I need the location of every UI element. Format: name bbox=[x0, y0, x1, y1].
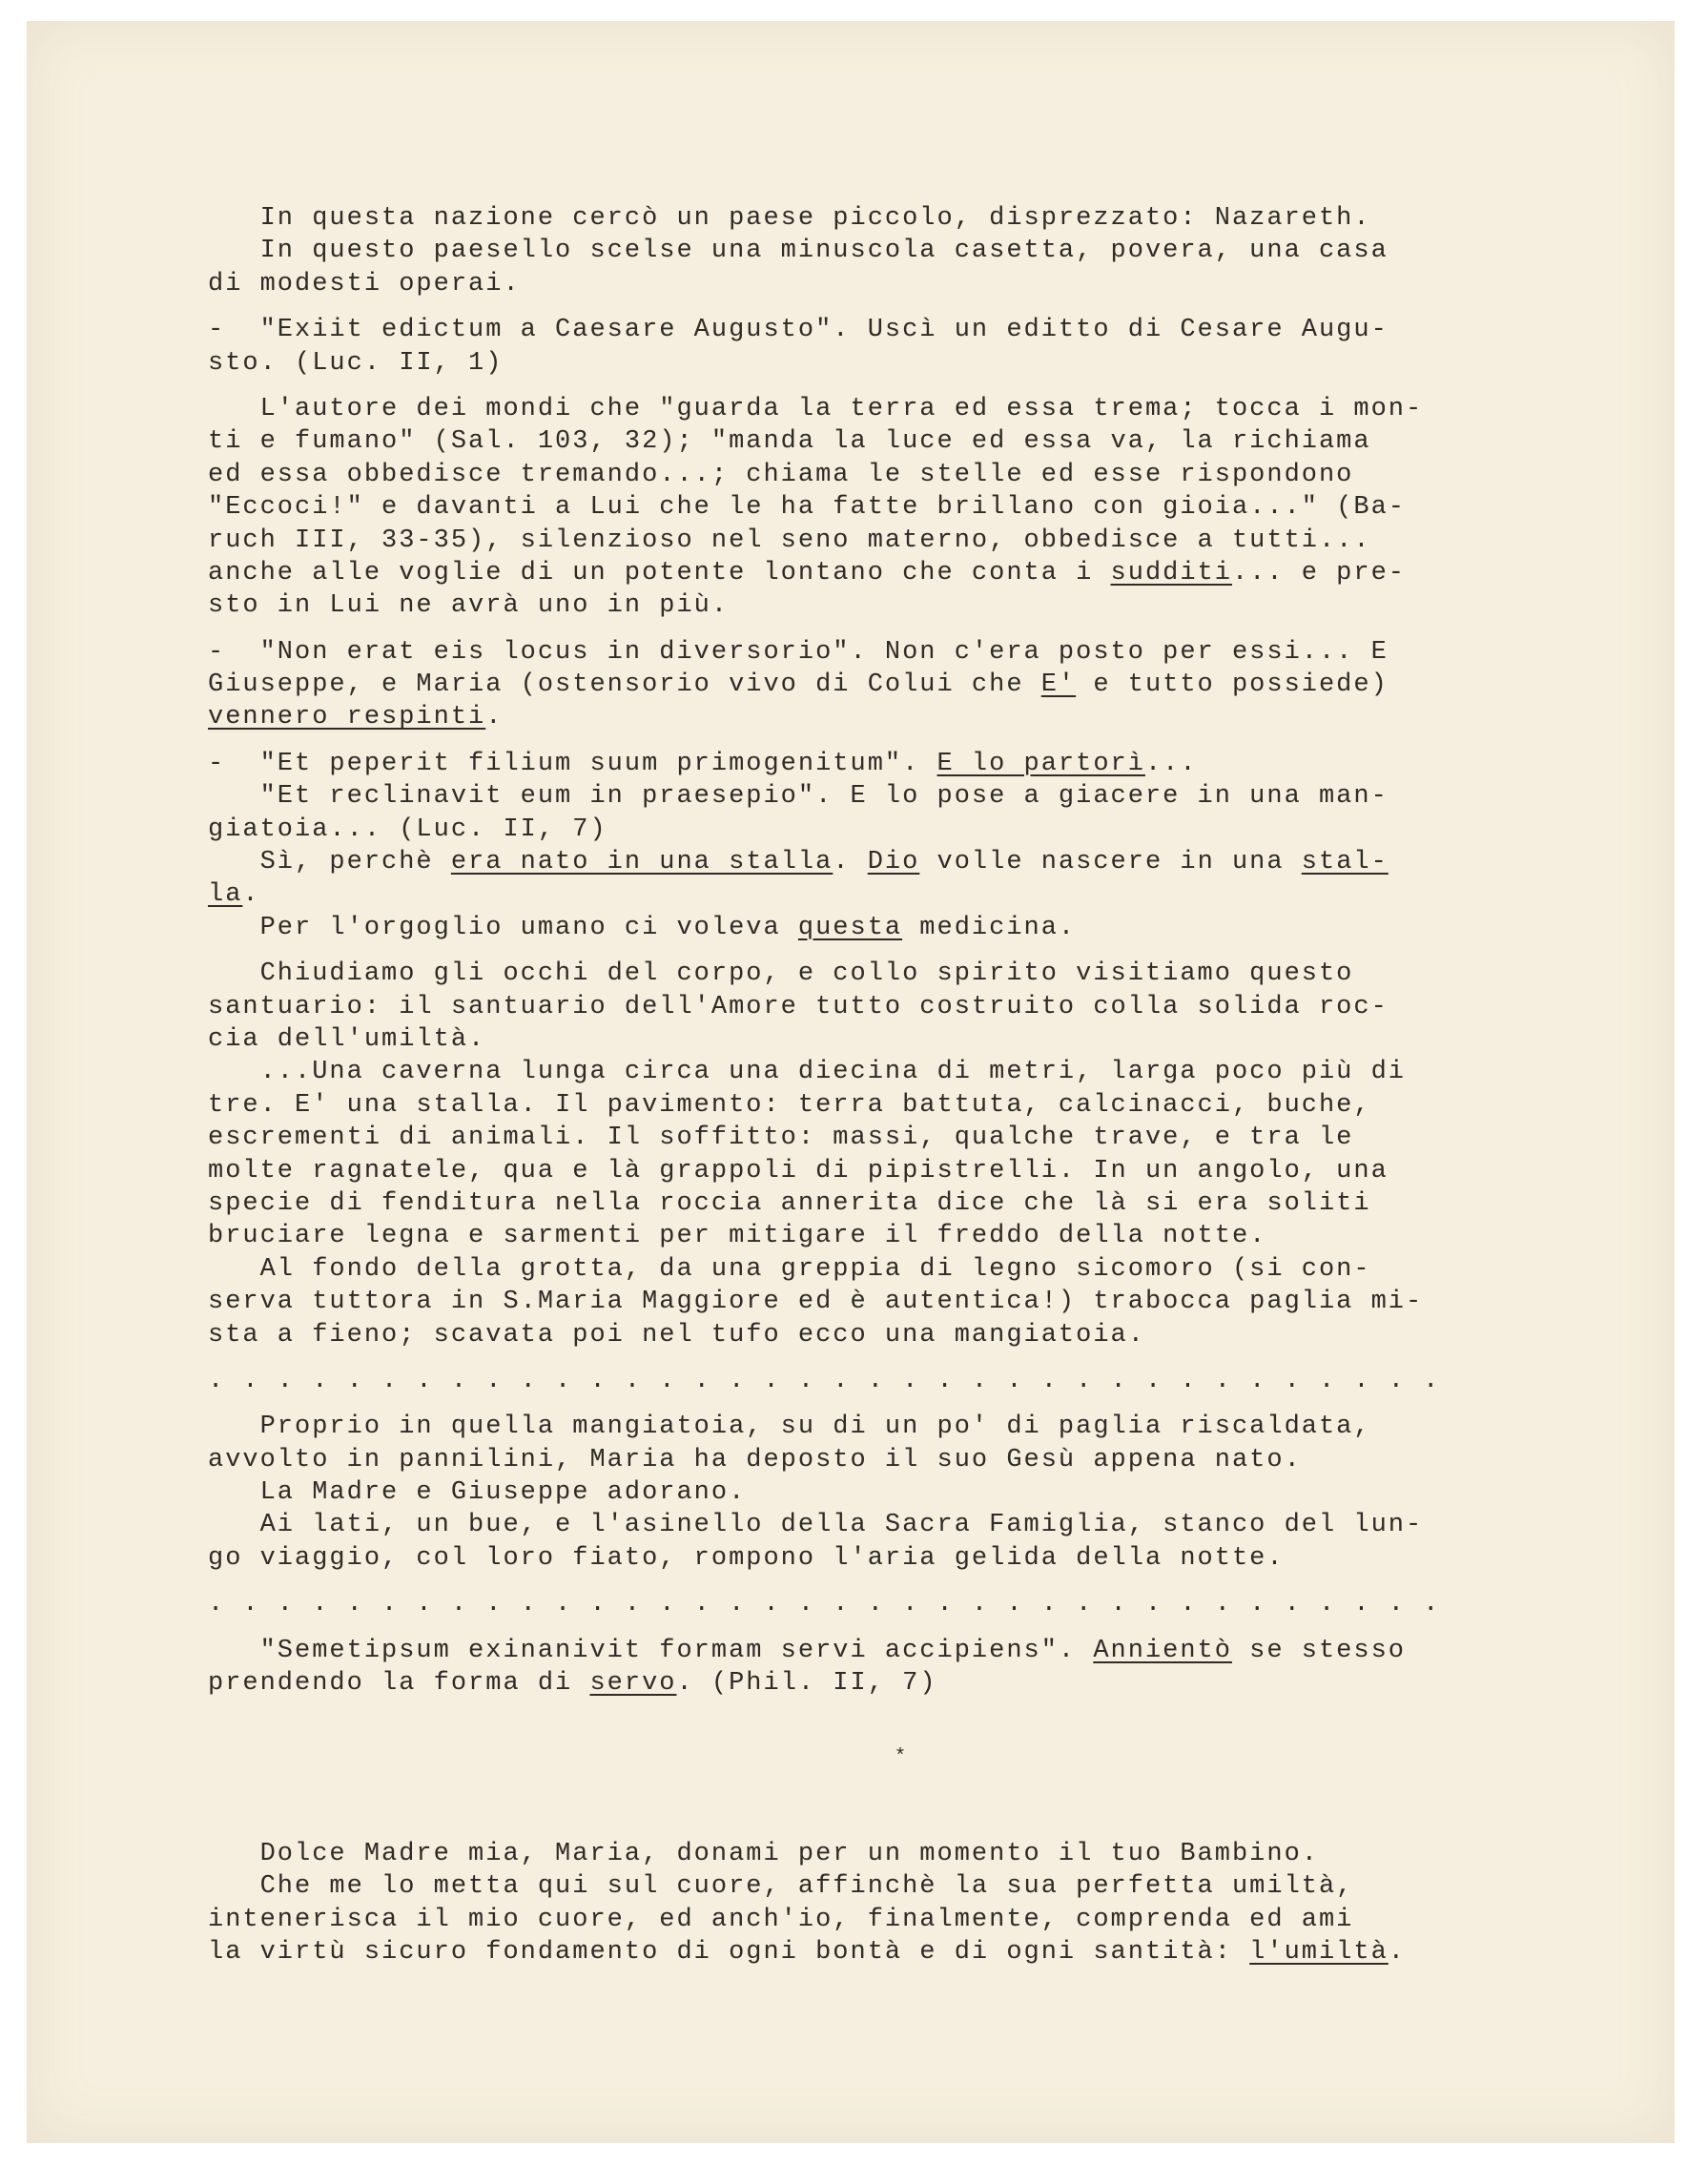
paper-sheet bbox=[27, 21, 1675, 2143]
text-line: sta a fieno; scavata poi nel tufo ecco una mangiatoia. bbox=[208, 1320, 1145, 1350]
text-line bbox=[208, 878, 1591, 911]
text-segment: . bbox=[833, 848, 868, 877]
underlined-word: Dio bbox=[867, 848, 920, 877]
text-segment: anche alle voglie di un potente lontano che conta i bbox=[208, 558, 1111, 588]
text-line: tre. E' una stalla. Il pavimento: terra battuta, calcinacci, buche, bbox=[208, 1090, 1371, 1120]
typed-text bbox=[208, 202, 1591, 1969]
dotted-separator: . . . . . . . . . . . . . . . . . . . . . . . . . . . . . . . . . . . . bbox=[208, 1366, 1441, 1395]
paragraph-gap bbox=[208, 623, 1591, 636]
text-segment: se stesso bbox=[1231, 1636, 1406, 1665]
paragraph-gap bbox=[208, 1397, 1591, 1411]
text-line: Che me lo metta qui sul cuore, affinchè la sua perfetta umiltà, bbox=[208, 1872, 1354, 1902]
paragraph-gap bbox=[208, 380, 1591, 393]
paragraph-gap bbox=[208, 1775, 1591, 1796]
text-line: ...Una caverna lunga circa una diecina di metri, larga poco più di bbox=[208, 1058, 1406, 1087]
dotted-separator: . . . . . . . . . . . . . . . . . . . . . . . . . . . . . . . . . . . . bbox=[208, 1590, 1441, 1619]
text-segment: la virtù sicuro fondamento di ogni bontà e di ogni santità: bbox=[208, 1937, 1250, 1967]
paragraph-gap bbox=[208, 1621, 1591, 1635]
paragraph-gap bbox=[208, 1796, 1591, 1817]
text-line: L'autore dei mondi che "guarda la terra ed essa trema; tocca i mon- bbox=[208, 394, 1424, 423]
paragraph-gap bbox=[208, 1351, 1591, 1365]
text-line: sto in Lui ne avrà uno in più. bbox=[208, 591, 730, 621]
text-line bbox=[208, 1936, 1591, 1969]
text-line: In questo paesello scelse una minuscola casetta, povera, una casa bbox=[208, 237, 1389, 266]
text-segment: ... e pre- bbox=[1231, 558, 1406, 588]
text-line: molte ragnatele, qua e là grappoli di pipistrelli. In un angolo, una bbox=[208, 1156, 1389, 1186]
text-segment: . (Phil. II, 7) bbox=[676, 1669, 937, 1699]
text-segment: . bbox=[1388, 1937, 1406, 1967]
paragraph-gap bbox=[208, 734, 1591, 748]
text-line bbox=[208, 1667, 1591, 1700]
underlined-phrase: vennero respinti bbox=[208, 703, 486, 732]
text-line bbox=[208, 846, 1591, 878]
text-segment: medicina. bbox=[902, 913, 1077, 942]
paragraph-gap bbox=[208, 1721, 1591, 1742]
underlined-phrase: era nato in una stalla bbox=[450, 848, 833, 877]
text-line: ti e fumano" (Sal. 103, 32); "manda la luce ed essa va, la richiama bbox=[208, 427, 1371, 457]
text-line: specie di fenditura nella roccia annerita dice che là si era soliti bbox=[208, 1188, 1371, 1218]
text-line: ed essa obbedisce tremando...; chiama le stelle ed esse rispondono bbox=[208, 460, 1354, 489]
text-segment: . bbox=[485, 703, 504, 732]
text-segment: - "Et peperit filium suum primogenitum". bbox=[208, 749, 937, 778]
text-segment: Per l'orgoglio umano ci voleva bbox=[208, 913, 798, 942]
text-line: "Et reclinavit eum in praesepio". E lo pose a giacere in una man- bbox=[208, 782, 1389, 812]
text-line: sto. (Luc. II, 1) bbox=[208, 348, 504, 378]
paragraph-gap bbox=[208, 300, 1591, 314]
text-line: bruciare legna e sarmenti per mitigare il freddo della notte. bbox=[208, 1222, 1267, 1251]
text-segment: volle nascere in una bbox=[919, 848, 1302, 877]
text-segment: Sì, perchè bbox=[208, 848, 451, 877]
text-line: Dolce Madre mia, Maria, donami per un momento il tuo Bambino. bbox=[208, 1839, 1319, 1868]
text-line: Chiudiamo gli occhi del corpo, e collo spirito visitiamo questo bbox=[208, 959, 1354, 989]
text-segment: "Semetipsum exinanivit formam servi accipiens". bbox=[208, 1636, 1094, 1665]
text-segment: e tutto possiede) bbox=[1076, 670, 1389, 700]
text-line bbox=[208, 557, 1591, 589]
text-line: intenerisca il mio cuore, ed anch'io, finalmente, comprenda ed ami bbox=[208, 1905, 1354, 1934]
text-line: - "Exiit edictum a Caesare Augusto". Uscì un editto di Cesare Augu- bbox=[208, 316, 1389, 345]
paragraph-gap bbox=[208, 1575, 1591, 1588]
paragraph-gap bbox=[208, 1700, 1591, 1721]
text-line: In questa nazione cercò un paese piccolo, disprezzato: Nazareth. bbox=[208, 204, 1371, 233]
text-line: santuario: il santuario dell'Amore tutto costruito colla solida roc- bbox=[208, 992, 1389, 1021]
text-line: giatoia... (Luc. II, 7) bbox=[208, 814, 607, 844]
underlined-word: sudditi bbox=[1110, 558, 1232, 588]
underlined-word: Annientò bbox=[1093, 1636, 1232, 1665]
text-line bbox=[208, 748, 1591, 780]
paragraph-gap bbox=[208, 944, 1591, 958]
text-segment: prendendo la forma di bbox=[208, 1669, 590, 1699]
text-line: Al fondo della grotta, da una greppia di legno sicomoro (si con- bbox=[208, 1254, 1371, 1284]
text-segment: Giuseppe, e Maria (ostensorio vivo di Colui che bbox=[208, 670, 1041, 700]
text-line: ruch III, 33-35), silenzioso nel seno materno, obbedisce a tutti... bbox=[208, 526, 1371, 555]
underlined-word: la bbox=[208, 880, 243, 910]
text-line bbox=[208, 1635, 1591, 1667]
text-line bbox=[208, 669, 1591, 701]
underlined-phrase: E lo partorì bbox=[936, 749, 1145, 778]
text-line: serva tuttora in S.Maria Maggiore ed è autentica!) trabocca paglia mi- bbox=[208, 1288, 1424, 1317]
underlined-word: questa bbox=[797, 913, 903, 942]
text-line: Proprio in quella mangiatoia, su di un po' di paglia riscaldata, bbox=[208, 1412, 1371, 1442]
text-line: "Eccoci!" e davanti a Lui che le ha fatte brillano con gioia..." (Ba- bbox=[208, 493, 1406, 523]
text-line bbox=[208, 912, 1591, 944]
paragraph-gap bbox=[208, 1817, 1591, 1838]
underlined-word: stal- bbox=[1301, 848, 1389, 877]
text-line: La Madre e Giuseppe adorano. bbox=[208, 1478, 747, 1508]
text-line: avvolto in pannilini, Maria ha deposto il suo Gesù appena nato. bbox=[208, 1445, 1302, 1474]
text-segment: . bbox=[242, 880, 260, 910]
text-line: Ai lati, un bue, e l'asinello della Sacra Famiglia, stanco del lun- bbox=[208, 1511, 1424, 1540]
underlined-word: E' bbox=[1040, 670, 1077, 700]
text-line bbox=[208, 701, 1591, 733]
text-line: di modesti operai. bbox=[208, 269, 521, 299]
underlined-word: l'umiltà bbox=[1249, 1937, 1389, 1967]
text-line: cia dell'umiltà. bbox=[208, 1024, 486, 1054]
text-line: - "Non erat eis locus in diversorio". Non c'era posto per essi... E bbox=[208, 637, 1389, 667]
underlined-word: servo bbox=[589, 1669, 677, 1699]
text-line: escrementi di animali. Il soffitto: massi, qualche trave, e tra le bbox=[208, 1124, 1354, 1153]
text-segment: ... bbox=[1144, 749, 1198, 778]
text-line: go viaggio, col loro fiato, rompono l'aria gelida della notte. bbox=[208, 1543, 1285, 1573]
asterisk-separator: * bbox=[895, 1746, 909, 1769]
